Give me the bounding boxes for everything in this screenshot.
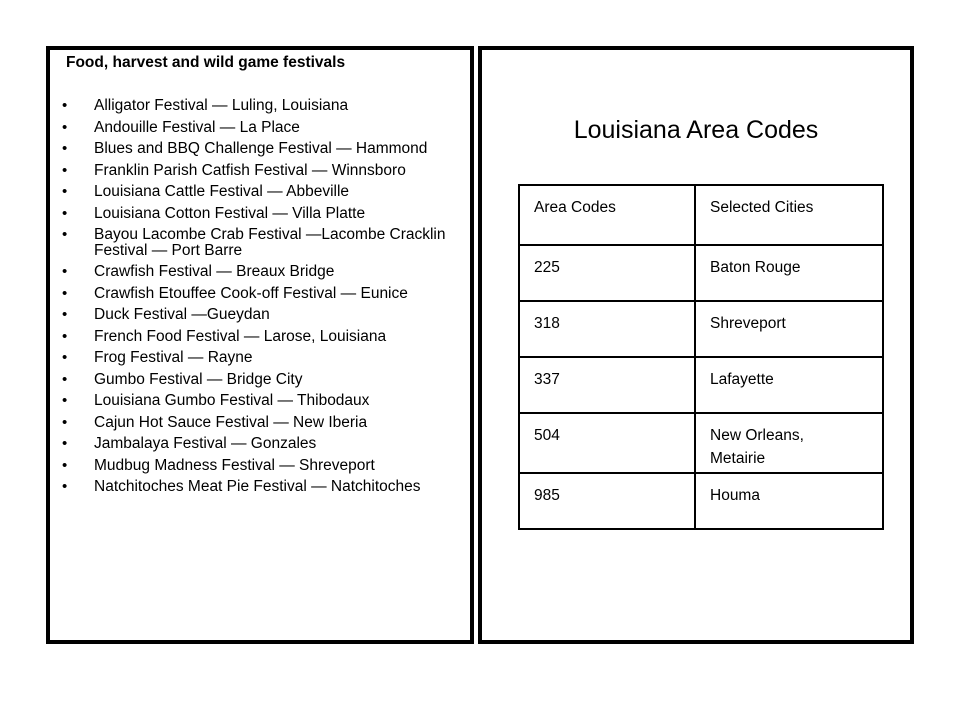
bullet-icon: •	[62, 226, 68, 243]
festival-item	[50, 286, 470, 302]
table-header-row	[519, 185, 883, 245]
area-code-cell: 985	[519, 473, 695, 529]
festival-text: Duck Festival —Gueydan	[94, 306, 270, 323]
festival-text: Gumbo Festival — Bridge City	[94, 370, 303, 388]
festival-item	[50, 206, 470, 222]
festival-item	[50, 458, 470, 474]
festival-text: Andouille Festival — La Place	[94, 118, 300, 136]
festival-item	[50, 436, 470, 452]
festival-item	[50, 163, 470, 179]
table-row	[519, 473, 883, 529]
bullet-icon: •	[62, 349, 68, 366]
bullet-icon: •	[62, 392, 68, 409]
bullet-icon: •	[62, 97, 68, 114]
festival-text: Cajun Hot Sauce Festival — New Iberia	[94, 413, 368, 431]
festival-text: Louisiana Gumbo Festival — Thibodaux	[94, 392, 370, 409]
table-row	[519, 245, 883, 301]
festivals-panel	[46, 46, 474, 644]
festival-text: Mudbug Madness Festival — Shreveport	[94, 456, 375, 474]
bullet-icon: •	[62, 478, 68, 495]
festival-text: Frog Festival — Rayne	[94, 349, 253, 366]
festival-text: Bayou Lacombe Crab Festival —Lacombe Cracklin Festival — Port Barre	[94, 226, 446, 259]
bullet-icon: •	[62, 370, 68, 388]
city-cell: Baton Rouge	[695, 245, 883, 301]
festival-text: French Food Festival — Larose, Louisiana	[94, 327, 387, 345]
festival-item	[50, 227, 470, 258]
festival-item	[50, 141, 470, 157]
festival-item	[50, 393, 470, 409]
city-cell: Houma	[695, 473, 883, 529]
festival-item	[50, 264, 470, 280]
festival-text: Louisiana Cattle Festival — Abbeville	[94, 183, 350, 200]
bullet-icon: •	[62, 140, 68, 157]
festival-item	[50, 98, 470, 114]
festival-item	[50, 329, 470, 345]
festival-text: Jambalaya Festival — Gonzales	[94, 435, 317, 452]
header-area-codes: Area Codes	[519, 185, 695, 245]
festival-text: Alligator Festival — Luling, Louisiana	[94, 97, 349, 114]
bullet-icon: •	[62, 435, 68, 452]
festival-item	[50, 372, 470, 388]
festivals-title: Food, harvest and wild game festivals	[66, 54, 346, 71]
festival-item	[50, 350, 470, 366]
festival-text: Blues and BBQ Challenge Festival — Hammond	[94, 140, 428, 157]
city-cell: Shreveport	[695, 301, 883, 357]
bullet-icon: •	[62, 306, 68, 323]
bullet-icon: •	[62, 263, 68, 280]
bullet-icon: •	[62, 284, 68, 302]
festival-item	[50, 120, 470, 136]
bullet-icon: •	[62, 456, 68, 474]
bullet-icon: •	[62, 327, 68, 345]
city-cell: Lafayette	[695, 357, 883, 413]
bullet-icon: •	[62, 204, 68, 222]
festival-list	[50, 98, 470, 501]
festival-text: Natchitoches Meat Pie Festival — Natchitoches	[94, 478, 421, 495]
table-row	[519, 357, 883, 413]
table-row	[519, 301, 883, 357]
festival-item	[50, 479, 470, 495]
area-code-cell: 337	[519, 357, 695, 413]
area-code-cell: 225	[519, 245, 695, 301]
bullet-icon: •	[62, 183, 68, 200]
bullet-icon: •	[62, 161, 68, 179]
area-codes-panel	[478, 46, 914, 644]
area-code-cell: 504	[519, 413, 695, 473]
area-codes-table	[518, 184, 884, 530]
area-codes-title: Louisiana Area Codes	[573, 116, 819, 144]
festival-text: Franklin Parish Catfish Festival — Winnsboro	[94, 161, 406, 179]
bullet-icon: •	[62, 413, 68, 431]
festival-text: Crawfish Festival — Breaux Bridge	[94, 263, 335, 280]
festival-item	[50, 184, 470, 200]
city-cell: New Orleans, Metairie	[695, 413, 883, 473]
festival-text: Crawfish Etouffee Cook-off Festival — Eunice	[94, 284, 408, 302]
area-code-cell: 318	[519, 301, 695, 357]
festival-item	[50, 415, 470, 431]
table-row	[519, 413, 883, 473]
bullet-icon: •	[62, 118, 68, 136]
festival-item	[50, 307, 470, 323]
header-selected-cities: Selected Cities	[695, 185, 883, 245]
festival-text: Louisiana Cotton Festival — Villa Platte	[94, 204, 366, 222]
